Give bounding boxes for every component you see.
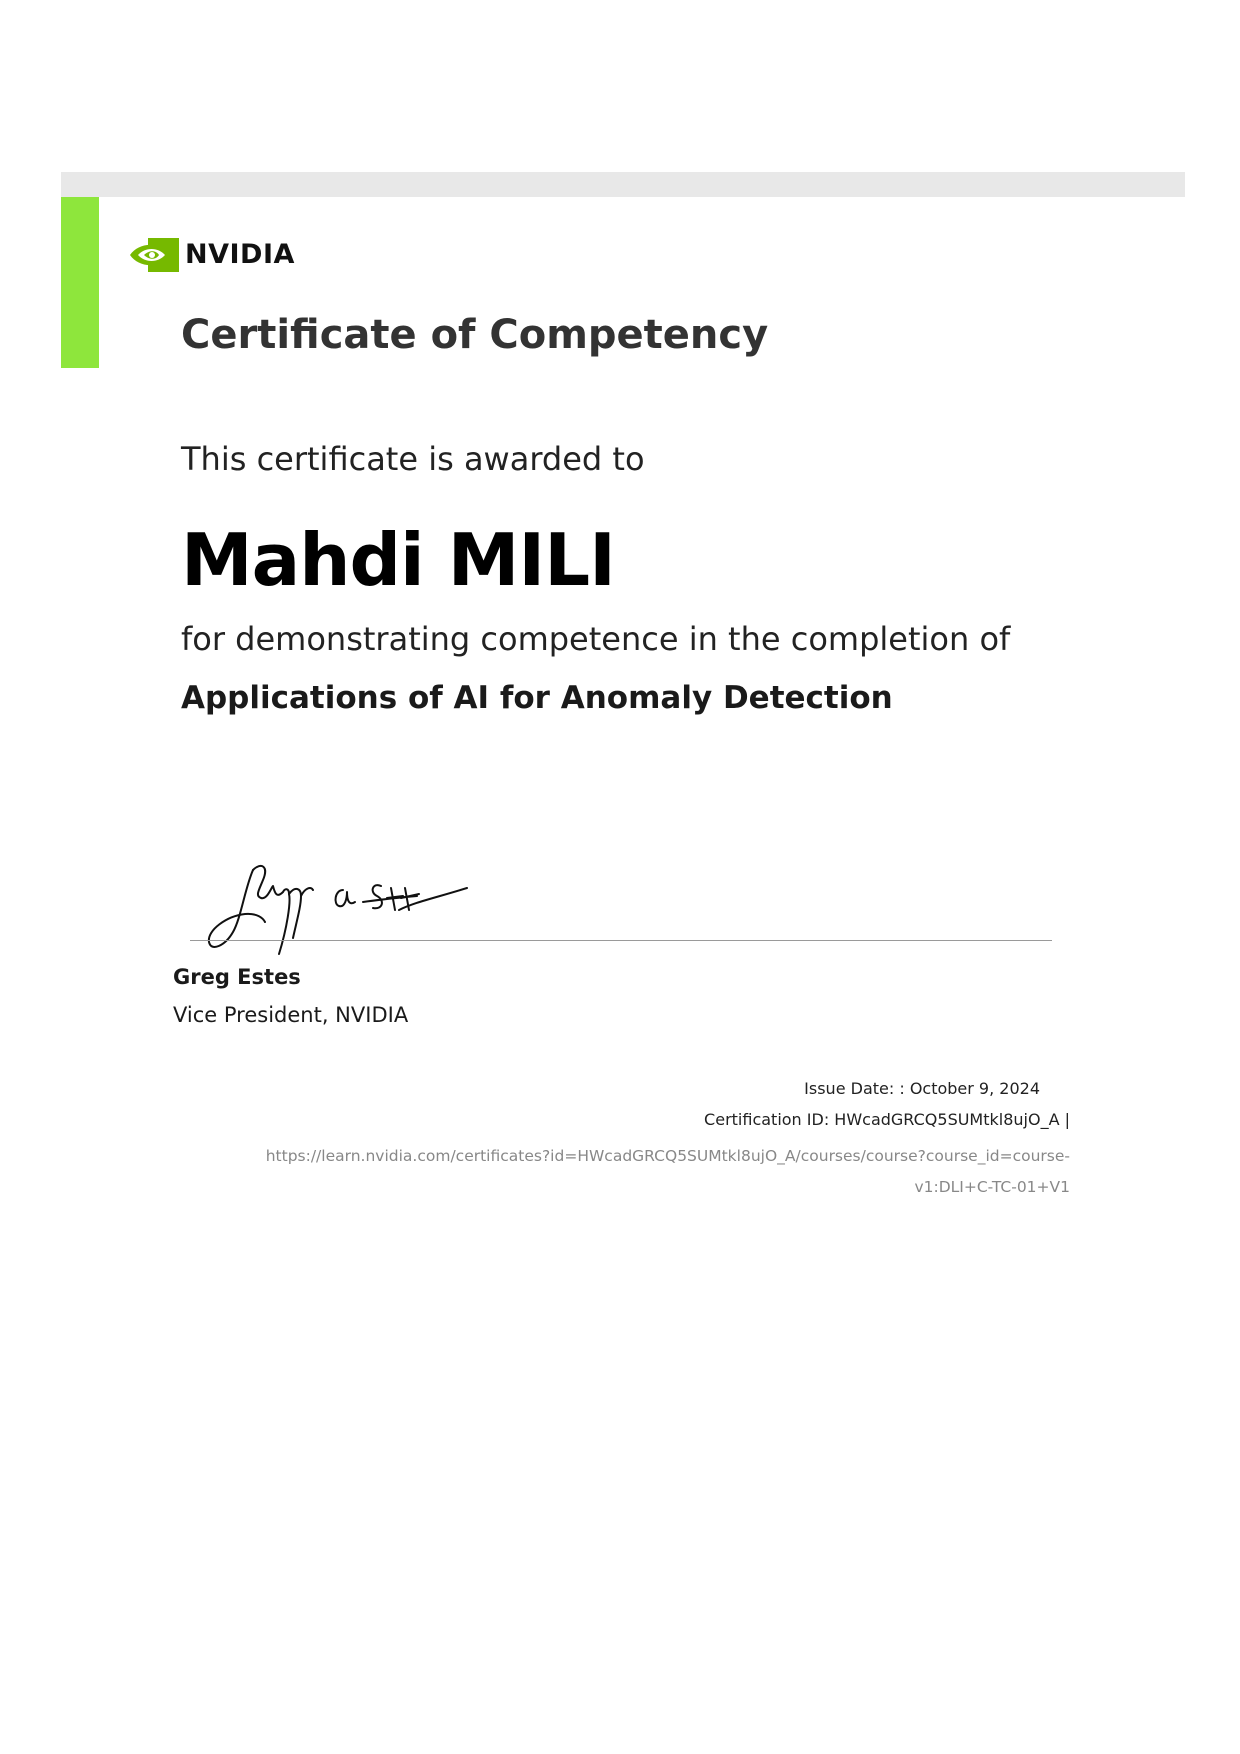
- signer-name: Greg Estes: [173, 965, 301, 989]
- competence-text: for demonstrating competence in the completion of: [181, 620, 1011, 658]
- issue-date: Issue Date: : October 9, 2024: [804, 1079, 1040, 1098]
- certificate-title: Certificate of Competency: [181, 312, 769, 358]
- nvidia-eye-icon: [129, 238, 179, 272]
- accent-bar: [61, 197, 99, 368]
- recipient-name: Mahdi MILI: [181, 518, 615, 602]
- awarded-text: This certificate is awarded to: [181, 440, 645, 478]
- top-band: [61, 172, 1185, 197]
- certificate-url-line1[interactable]: https://learn.nvidia.com/certificates?id=HWcadGRCQ5SUMtkl8ujO_A/courses/course?course_id=course-: [265, 1147, 1070, 1165]
- certificate-url[interactable]: [200, 1141, 1070, 1203]
- signature: [205, 858, 485, 958]
- certification-id: Certification ID: HWcadGRCQ5SUMtkl8ujO_A |: [704, 1110, 1070, 1129]
- nvidia-logo: [129, 238, 295, 272]
- signature-line: [190, 940, 1052, 941]
- signer-title: Vice President, NVIDIA: [173, 1003, 409, 1027]
- course-title: Applications of AI for Anomaly Detection: [181, 680, 893, 716]
- certificate-url-line2[interactable]: v1:DLI+C-TC-01+V1: [914, 1178, 1070, 1196]
- logo-wordmark: NVIDIA: [185, 239, 295, 270]
